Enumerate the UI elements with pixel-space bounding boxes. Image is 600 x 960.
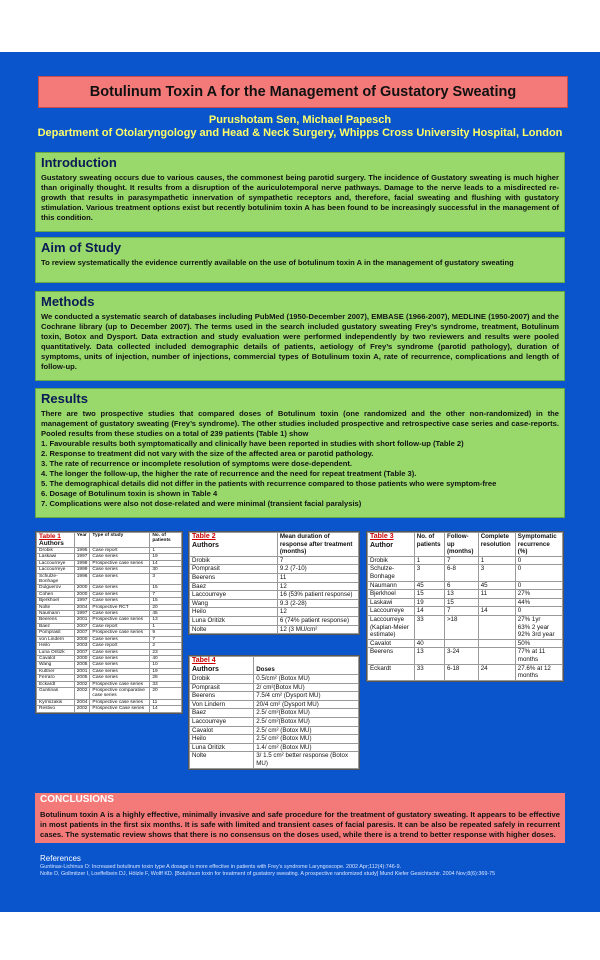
table-cell: 2004 bbox=[74, 699, 90, 705]
table-cell: Luna Oritizk bbox=[37, 649, 75, 655]
table-cell: Schulze-Bonhage bbox=[37, 573, 75, 585]
table-cell: 2 bbox=[150, 643, 182, 649]
aim-section bbox=[35, 237, 565, 283]
table-3-caption: Table 3 bbox=[370, 533, 394, 540]
results-item: 5. The demographical details did not differ in the patients with recurrence compared to those patients who were symptom-free bbox=[41, 479, 497, 488]
table-cell: Case report bbox=[90, 548, 150, 554]
table-cell: Case series bbox=[90, 662, 150, 668]
table-cell: 28 bbox=[150, 675, 182, 681]
table-cell: Ferraro bbox=[37, 675, 75, 681]
table-cell: 19 bbox=[150, 554, 182, 560]
table-cell: Pomprasit bbox=[190, 565, 278, 574]
table-cell: 19 bbox=[150, 668, 182, 674]
table-cell: Prospective case series bbox=[90, 617, 150, 623]
table-cell: Case series bbox=[90, 636, 150, 642]
table-row bbox=[37, 687, 182, 699]
table-cell: 2/ cm²(Botox MU) bbox=[254, 683, 359, 692]
table-cell: Case series bbox=[90, 573, 150, 585]
table-row bbox=[190, 616, 359, 625]
table-cell: 2007 bbox=[74, 649, 90, 655]
table-cell: 2001 bbox=[74, 617, 90, 623]
table-row bbox=[190, 565, 359, 574]
table-cell: 20 bbox=[150, 604, 182, 610]
table-cell: 10 bbox=[150, 662, 182, 668]
table-2 bbox=[188, 531, 360, 635]
aim-text: To review systematically the evidence currently available on the use of botulinum toxin A in the management of gustatory sweating bbox=[41, 258, 514, 267]
table-2-header-duration: Mean duration of response after treatment (months) bbox=[277, 533, 358, 557]
table-cell: 1.4/ cm² (Botox MU) bbox=[254, 743, 359, 752]
table-cell: Heilo bbox=[190, 735, 254, 744]
table-cell: 7 bbox=[444, 556, 478, 565]
table-cell: Beerens bbox=[190, 692, 254, 701]
table-cell: 2000 bbox=[74, 636, 90, 642]
table-cell: Beerens bbox=[190, 573, 278, 582]
table-cell: Naumann bbox=[368, 581, 415, 590]
conclusions-text: Botulinum toxin A is a highly effective, minimally invasive and safe procedure for the treatment of gustatory sweating. It appears to be effective in most patients in the first six months. It is safe with limited and transient cases of facial paresis. It can be also be repeated safely in recurrent cases. The systematic review shows that there is no consensus on the doses used, while there is a trend to better response with higher doses. bbox=[35, 807, 565, 843]
table-cell: 1 bbox=[150, 623, 182, 629]
table-cell: Case series bbox=[90, 668, 150, 674]
table-cell: 33 bbox=[150, 681, 182, 687]
table-cell: Bjerkhoel bbox=[37, 598, 75, 604]
conclusions-heading: CONCLUSIONS bbox=[35, 793, 565, 807]
table-cell: 13 bbox=[444, 590, 478, 599]
table-cell: 12 bbox=[277, 608, 358, 617]
table-cell: Nolte bbox=[190, 752, 254, 768]
table-cell: Case report bbox=[90, 623, 150, 629]
table-cell: 2007 bbox=[74, 630, 90, 636]
table-cell: Case series bbox=[90, 649, 150, 655]
results-item: 2. Response to treatment did not vary with the size of the affected area or parotid pathology. bbox=[41, 449, 374, 458]
table-1-caption: Table 1 bbox=[39, 533, 61, 540]
table-cell: 3 bbox=[478, 565, 515, 581]
table-cell: 1998 bbox=[74, 560, 90, 566]
table-cell: Case series bbox=[90, 611, 150, 617]
table-row bbox=[368, 639, 563, 648]
table-cell bbox=[444, 639, 478, 648]
table-cell: Case series bbox=[90, 655, 150, 661]
table-cell: Wang bbox=[37, 662, 75, 668]
table-cell: Baez bbox=[190, 582, 278, 591]
table-cell: 11 bbox=[478, 590, 515, 599]
table-cell: Kuttner bbox=[37, 668, 75, 674]
table-row bbox=[368, 615, 563, 639]
table-cell: Laccourreye bbox=[368, 607, 415, 616]
table-row bbox=[190, 675, 359, 684]
table-row bbox=[368, 607, 563, 616]
table-cell: 15 bbox=[150, 598, 182, 604]
table-cell: Laccourreye (Kaplan-Meier estimate) bbox=[368, 615, 415, 639]
table-cell: Prospective case series bbox=[90, 681, 150, 687]
table-row bbox=[190, 591, 359, 600]
table-4 bbox=[188, 655, 360, 770]
table-cell: Case series bbox=[90, 585, 150, 591]
table-cell: 9 bbox=[150, 630, 182, 636]
table-cell: 1 bbox=[150, 548, 182, 554]
table-cell: Laskawi bbox=[368, 598, 415, 607]
table-cell: 6 (74% patient response) bbox=[277, 616, 358, 625]
table-cell: 15 bbox=[150, 585, 182, 591]
table-cell: 2000 bbox=[74, 655, 90, 661]
table-cell: 20 bbox=[150, 687, 182, 699]
table-cell: Prospective Case series bbox=[90, 706, 150, 712]
table-cell: 7.5/4 cm² (Dysport MU) bbox=[254, 692, 359, 701]
table-cell bbox=[478, 598, 515, 607]
table-cell: Guntinas bbox=[37, 687, 75, 699]
table-row bbox=[190, 556, 359, 565]
affiliation: Department of Otolaryngology and Head & Neck Surgery, Whipps Cross University Hospital, London bbox=[37, 127, 563, 139]
table-cell: Case series bbox=[90, 598, 150, 604]
table-cell: 33 bbox=[414, 664, 444, 680]
table-cell: Pomprasit bbox=[37, 630, 75, 636]
table-cell: 1 bbox=[414, 556, 444, 565]
table-cell: Baez bbox=[37, 623, 75, 629]
table-cell: Laccourreye bbox=[37, 567, 75, 573]
results-item: 7. Complications were also not dose-related and were minimal (transient facial paralysis) bbox=[41, 499, 362, 508]
table-cell: Luna Oritizk bbox=[190, 743, 254, 752]
table-cell: Pomprasit bbox=[190, 683, 254, 692]
table-row bbox=[190, 608, 359, 617]
results-list bbox=[41, 439, 559, 509]
table-cell: Heilo bbox=[37, 643, 75, 649]
table-cell: 1999 bbox=[74, 567, 90, 573]
table-cell bbox=[478, 639, 515, 648]
table-cell bbox=[478, 615, 515, 639]
table-1-header-patients: No. of patients bbox=[150, 533, 182, 548]
table-cell: Drobik bbox=[190, 675, 254, 684]
table-cell: Beerens bbox=[368, 648, 415, 664]
table-cell: 15 bbox=[414, 590, 444, 599]
table-row bbox=[368, 556, 563, 565]
table-cell: Restivo bbox=[37, 706, 75, 712]
table-row bbox=[190, 573, 359, 582]
table-cell: Prospective case series bbox=[90, 560, 150, 566]
table-row bbox=[190, 752, 359, 768]
table-cell: 2000 bbox=[74, 591, 90, 597]
table-cell: Case report bbox=[90, 643, 150, 649]
table-cell: Luna Oritizk bbox=[190, 616, 278, 625]
table-cell: 12 bbox=[277, 582, 358, 591]
table-cell: Dulguerov bbox=[37, 585, 75, 591]
table-cell: 2002 bbox=[74, 687, 90, 699]
table-cell: Cavalot bbox=[368, 639, 415, 648]
table-row bbox=[368, 565, 563, 581]
table-cell: 14 bbox=[414, 607, 444, 616]
table-cell: Laccourreye bbox=[37, 560, 75, 566]
table-cell: Wang bbox=[190, 599, 278, 608]
table-cell: 24 bbox=[478, 664, 515, 680]
table-cell: 40 bbox=[150, 655, 182, 661]
table-cell: 7 bbox=[150, 591, 182, 597]
results-item: 1. Favourable results both symptomatically and clinically have been reported in studies with short follow-up (Table 2) bbox=[41, 439, 464, 448]
table-cell: 50% bbox=[515, 639, 562, 648]
table-cell: 7 bbox=[277, 556, 358, 565]
table-cell: 3 bbox=[150, 573, 182, 585]
table-cell: Drobik bbox=[37, 548, 75, 554]
table-cell: 33 bbox=[414, 615, 444, 639]
table-cell: 2004 bbox=[74, 604, 90, 610]
introduction-text: Gustatory sweating occurs due to various causes, the commonest being parotid surgery. The incidence of Gustatory sweating is much higher than originally thought. It results from a disruption of the auriculotemporal nerve pathways. Damage to the nerve leads to a misdirected re-growth that results in parasympathetic innervation of sympathetic receptors and, therefore, facial sweating and flushing with gustatory stimulation. Various treatment options exist but recently botulinim toxin A has been found to be increasingly successful in the management of this condition. bbox=[41, 173, 559, 222]
table-3-body bbox=[368, 556, 563, 680]
introduction-section bbox=[35, 152, 565, 232]
table-cell: Cohen bbox=[37, 591, 75, 597]
table-2-caption: Table 2 bbox=[192, 533, 216, 540]
table-cell: 16 (53% patient response) bbox=[277, 591, 358, 600]
table-cell: 44% bbox=[515, 598, 562, 607]
table-cell: 1997 bbox=[74, 611, 90, 617]
results-item: 4. The longer the follow-up, the higher the rate of recurrence and the need for repeat treatment (Table 3). bbox=[41, 469, 417, 478]
table-cell: 2000 bbox=[74, 585, 90, 591]
table-cell: 27.6% at 12 months bbox=[515, 664, 562, 680]
table-4-header-authors: Tabel 4 Authors bbox=[190, 657, 254, 675]
table-cell: 2002 bbox=[74, 706, 90, 712]
methods-text: We conducted a systematic search of databases including PubMed (1950-December 2007), EMBASE (1966-2007), MEDLINE (1950-2007) and the Cochrane library (up to December 2007). The terms used in the search included gustatory sweating Frey’s syndrome, treatment, Botulinum toxin, Botox and Dysport. Data extraction and study evaluation were performed independently by two reviewers and results were pooled quantitatively. Data collected included demographic details of patients, aetiology of Frey’s syndrome (parotid pathology), duration of symptoms, units of injection, number of injections, commercial types of Botulinum toxin A, rate of recurrence, complications and length of follow-up. bbox=[41, 312, 559, 371]
table-cell: 77% at 11 months bbox=[515, 648, 562, 664]
table-cell: 1996 bbox=[74, 573, 90, 585]
references-section bbox=[40, 855, 560, 878]
table-cell: 6-8 bbox=[444, 565, 478, 581]
table-cell: 19 bbox=[414, 598, 444, 607]
table-cell: 0 bbox=[515, 565, 562, 581]
table-cell: Cavalot bbox=[190, 726, 254, 735]
table-row bbox=[190, 683, 359, 692]
table-cell: Case series bbox=[90, 554, 150, 560]
table-cell: 2.5/ cm² (Botox MU) bbox=[254, 726, 359, 735]
table-cell: 13 bbox=[150, 617, 182, 623]
table-cell: 2002 bbox=[74, 681, 90, 687]
table-cell: 11 bbox=[277, 573, 358, 582]
table-cell: 23 bbox=[150, 649, 182, 655]
results-heading: Results bbox=[41, 391, 88, 406]
table-3-header-resolution: Complete resolution bbox=[478, 533, 515, 557]
table-cell: Prospective case series bbox=[90, 699, 150, 705]
table-cell: Prospective comparative case series bbox=[90, 687, 150, 699]
table-row bbox=[190, 717, 359, 726]
table-cell: 27% 1yr 63% 2 year 92% 3rd year bbox=[515, 615, 562, 639]
table-3-header-recurrence: Symptomatic recurrence (%) bbox=[515, 533, 562, 557]
table-cell: 2001 bbox=[74, 668, 90, 674]
table-cell: Prospective case series bbox=[90, 630, 150, 636]
table-row bbox=[368, 648, 563, 664]
table-3-header-author: Table 3 Author bbox=[368, 533, 415, 557]
authors: Purushotam Sen, Michael Papesch bbox=[208, 114, 392, 126]
table-cell: Schulze-Bonhage bbox=[368, 565, 415, 581]
table-cell: 13 bbox=[414, 648, 444, 664]
aim-heading: Aim of Study bbox=[41, 240, 122, 255]
table-cell: 40 bbox=[414, 639, 444, 648]
table-cell: 27% bbox=[515, 590, 562, 599]
table-row bbox=[37, 573, 182, 585]
table-cell: Von Lindern bbox=[190, 700, 254, 709]
reference-item: Guntinas-Lichinus O: Increased botulinum toxin type A dosage is more effective in patients with Frey’s syndrome Laryngoscope. 2002 Apr;112(4):746-9. bbox=[40, 864, 402, 870]
poster-title: Botulinum Toxin A for the Management of Gustatory Sweating bbox=[38, 76, 568, 108]
table-cell: Nolte bbox=[190, 625, 278, 634]
table-cell: 0 bbox=[515, 607, 562, 616]
table-cell: Cavalot bbox=[37, 655, 75, 661]
table-cell: Drobik bbox=[190, 556, 278, 565]
methods-heading: Methods bbox=[41, 294, 95, 309]
table-cell: 45 bbox=[478, 581, 515, 590]
table-1-header-type: Type of study bbox=[90, 533, 150, 548]
table-4-body bbox=[190, 675, 359, 769]
table-cell: 1997 bbox=[74, 598, 90, 604]
table-1-body bbox=[37, 548, 182, 713]
table-cell: 11 bbox=[150, 699, 182, 705]
reference-item: Nolte D, Gollmitzer I, Loeffelbein DJ, Hölzle F, Wolff KD. [Botulinum toxin for treatment of gustatory sweating. A prospective randomized study] Mund Kiefer Gesichtschir. 2004 Nov;8(6):369-75 bbox=[40, 871, 496, 877]
table-cell: 2005 bbox=[74, 662, 90, 668]
table-4-header-doses: Doses bbox=[254, 657, 359, 675]
table-cell: Drobik bbox=[368, 556, 415, 565]
table-1-header-authors: Table 1 Authors bbox=[37, 533, 75, 548]
table-cell: 15 bbox=[444, 598, 478, 607]
table-cell: 9.3 (2-28) bbox=[277, 599, 358, 608]
table-cell: 0 bbox=[515, 556, 562, 565]
table-row bbox=[190, 599, 359, 608]
table-cell: 1 bbox=[478, 556, 515, 565]
table-row bbox=[190, 700, 359, 709]
table-cell: 2.5/ cm²(Botox MU) bbox=[254, 709, 359, 718]
table-3-header-followup: Follow-up (months) bbox=[444, 533, 478, 557]
table-row bbox=[190, 743, 359, 752]
table-row bbox=[190, 726, 359, 735]
table-3 bbox=[366, 531, 564, 682]
table-cell: 45 bbox=[414, 581, 444, 590]
results-section bbox=[35, 388, 565, 518]
table-cell: Laskawi bbox=[37, 554, 75, 560]
table-row bbox=[190, 582, 359, 591]
table-cell: Eckardt bbox=[368, 664, 415, 680]
table-cell: Bjerkhoel bbox=[368, 590, 415, 599]
table-cell: Laccourreye bbox=[190, 591, 278, 600]
table-cell: 14 bbox=[478, 607, 515, 616]
table-cell: Nolte bbox=[37, 604, 75, 610]
table-cell: 1995 bbox=[74, 548, 90, 554]
table-cell: Naumann bbox=[37, 611, 75, 617]
table-2-header-authors: Table 2 Authors bbox=[190, 533, 278, 557]
table-cell: 0.5/cm² (Botox MU) bbox=[254, 675, 359, 684]
results-item: 6. Dosage of Botulinum toxin is shown in Table 4 bbox=[41, 489, 218, 498]
table-cell: >18 bbox=[444, 615, 478, 639]
table-1-header-year: Year bbox=[74, 533, 90, 548]
table-row bbox=[190, 625, 359, 634]
table-cell: 2.5/ cm²(Botox MU) bbox=[254, 717, 359, 726]
table-cell: Baez bbox=[190, 709, 254, 718]
table-row bbox=[368, 598, 563, 607]
table-cell: von Lindern bbox=[37, 636, 75, 642]
results-intro: There are two prospective studies that compared doses of Botulinum toxin (one randomized and the other non-randomized) in the management of gustatory sweating (Frey’s syndrome). The other studies included prospective and retrospective case series and case-reports. Pooled results from these studies on a total of 239 patients (Table 1) show bbox=[41, 409, 559, 438]
table-cell: Kyrmizakis bbox=[37, 699, 75, 705]
table-cell: 2005 bbox=[74, 675, 90, 681]
table-cell: 14 bbox=[150, 560, 182, 566]
table-row bbox=[368, 590, 563, 599]
table-cell bbox=[478, 648, 515, 664]
table-row bbox=[368, 664, 563, 680]
table-row bbox=[190, 709, 359, 718]
table-cell: Case series bbox=[90, 591, 150, 597]
table-cell: Prospective RCT bbox=[90, 604, 150, 610]
table-cell: 3/ 1.5 cm² better response (Botox MU) bbox=[254, 752, 359, 768]
table-cell: 14 bbox=[150, 706, 182, 712]
table-cell: 12 (3 MU/cm² bbox=[277, 625, 358, 634]
table-cell: Heilo bbox=[190, 608, 278, 617]
table-cell: 6 bbox=[444, 581, 478, 590]
methods-section bbox=[35, 291, 565, 381]
table-cell: 20/4 cm² (Dysport MU) bbox=[254, 700, 359, 709]
table-cell: Beerens bbox=[37, 617, 75, 623]
references-heading: References bbox=[40, 854, 81, 863]
table-cell: 2.5/ cm² (Botox MU) bbox=[254, 735, 359, 744]
table-row bbox=[37, 706, 182, 712]
table-row bbox=[190, 735, 359, 744]
table-cell: Case series bbox=[90, 567, 150, 573]
table-cell: Laccourreye bbox=[190, 717, 254, 726]
results-item: 3. The rate of recurrence or incomplete resolution of symptoms were dose-dependent. bbox=[41, 459, 352, 468]
table-2-body bbox=[190, 556, 359, 633]
table-cell: 2007 bbox=[74, 623, 90, 629]
table-cell: 3 bbox=[414, 565, 444, 581]
table-3-header-patients: No. of patients bbox=[414, 533, 444, 557]
table-row bbox=[190, 692, 359, 701]
table-cell: 6-18 bbox=[444, 664, 478, 680]
table-cell: 1997 bbox=[74, 554, 90, 560]
table-cell: 0 bbox=[515, 581, 562, 590]
table-row bbox=[368, 581, 563, 590]
table-cell: 45 bbox=[150, 611, 182, 617]
introduction-heading: Introduction bbox=[41, 155, 117, 170]
table-cell: 9.2 (7-10) bbox=[277, 565, 358, 574]
table-cell: 7 bbox=[444, 607, 478, 616]
table-cell: 30 bbox=[150, 567, 182, 573]
table-cell: 7 bbox=[150, 636, 182, 642]
table-cell: 3-24 bbox=[444, 648, 478, 664]
author-block bbox=[0, 114, 600, 140]
table-cell: Case series bbox=[90, 675, 150, 681]
table-cell: Eckardt bbox=[37, 681, 75, 687]
table-cell: 2003 bbox=[74, 643, 90, 649]
table-1 bbox=[35, 531, 183, 714]
table-4-caption: Tabel 4 bbox=[192, 657, 216, 664]
